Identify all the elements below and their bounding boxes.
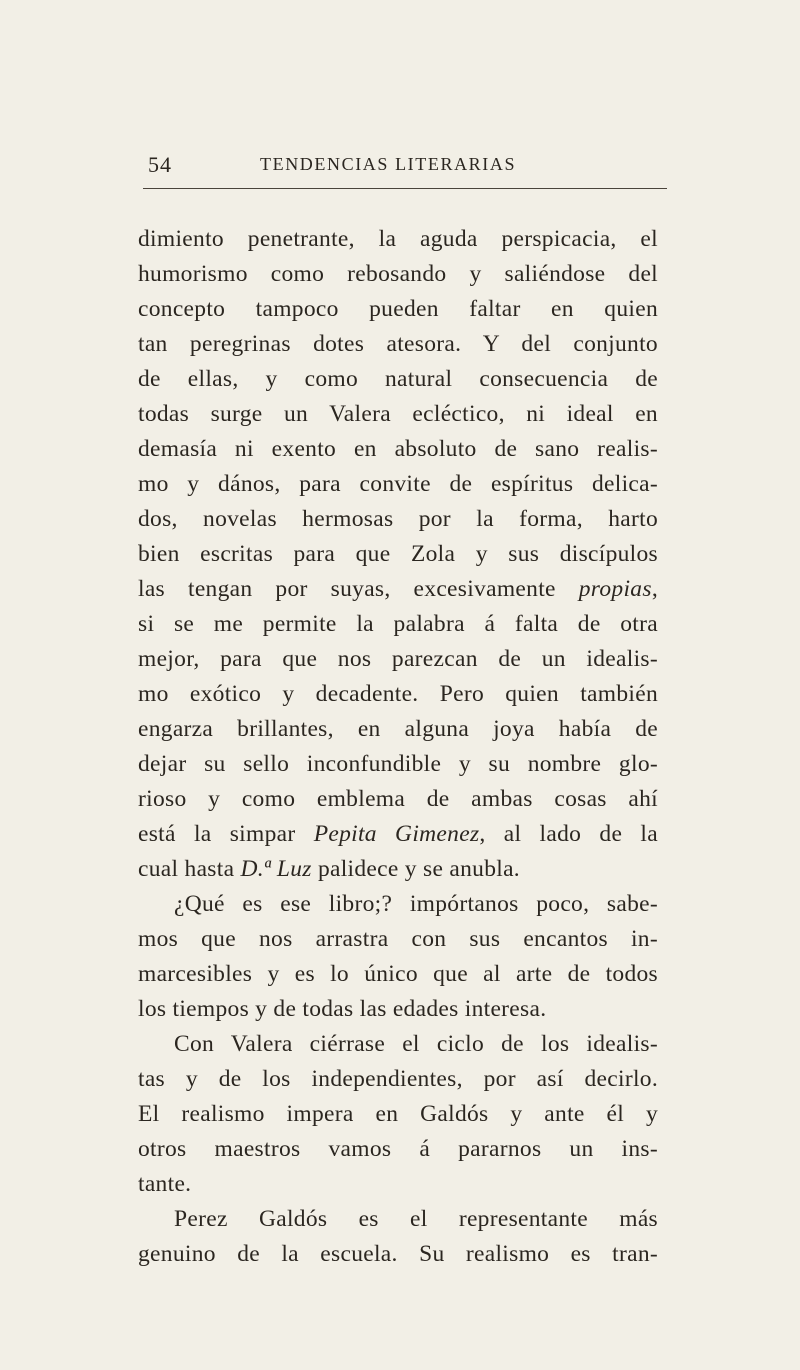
text-segment: las tengan por suyas, excesivamente xyxy=(138,576,579,602)
page-number: 54 xyxy=(148,152,172,177)
text-line: bien escritas para que Zola y sus discípulos xyxy=(138,541,658,567)
text-line: tas y de los independientes, por así decirlo. xyxy=(138,1066,658,1092)
text-line: dimiento penetrante, la aguda perspicacia, el xyxy=(138,226,658,252)
text-line: dejar su sello inconfundible y su nombre glo- xyxy=(138,751,658,777)
text-line: otros maestros vamos á pararnos un ins- xyxy=(138,1136,658,1162)
text-segment: palidece y se anubla. xyxy=(311,856,520,882)
text-line: mejor, para que nos parezcan de un idealis- xyxy=(138,646,658,672)
text-line: los tiempos y de todas las edades interesa. xyxy=(138,996,547,1022)
text-segment: , al lado de la xyxy=(479,821,658,847)
header-rule xyxy=(143,188,667,189)
text-segment: , xyxy=(651,576,658,602)
text-segment: está la simpar xyxy=(138,821,314,847)
italic-title: propias xyxy=(578,576,652,602)
text-line: ¿Qué es ese libro;? impórtanos poco, sabe- xyxy=(174,891,658,917)
italic-title: D.ª Luz xyxy=(240,856,312,882)
text-line: concepto tampoco pueden faltar en quien xyxy=(138,296,658,322)
running-title: TENDENCIAS LITERARIAS xyxy=(260,154,517,174)
text-line: marcesibles y es lo único que al arte de todos xyxy=(138,961,658,987)
text-line: mo exótico y decadente. Pero quien también xyxy=(138,681,658,707)
italic-title: Pepita Gimenez xyxy=(313,821,480,847)
text-line: todas surge un Valera ecléctico, ni ideal en xyxy=(138,401,658,427)
body-text xyxy=(138,222,658,1272)
text-line: de ellas, y como natural consecuencia de xyxy=(138,366,658,392)
text-line: si se me permite la palabra á falta de otra xyxy=(138,611,658,637)
text-line: mos que nos arrastra con sus encantos in- xyxy=(138,926,658,952)
text-line xyxy=(138,817,658,852)
text-line: dos, novelas hermosas por la forma, harto xyxy=(138,506,658,532)
text-line: tante. xyxy=(138,1171,192,1197)
text-line: El realismo impera en Galdós y ante él y xyxy=(138,1101,658,1127)
text-line: rioso y como emblema de ambas cosas ahí xyxy=(138,786,658,812)
text-line: demasía ni exento en absoluto de sano realis- xyxy=(138,436,658,462)
text-line: mo y dános, para convite de espíritus delica- xyxy=(138,471,658,497)
text-line: genuino de la escuela. Su realismo es tran- xyxy=(138,1241,658,1267)
text-line: Con Valera ciérrase el ciclo de los idealis- xyxy=(174,1031,658,1057)
text-line xyxy=(138,852,658,887)
text-line: engarza brillantes, en alguna joya había de xyxy=(138,716,658,742)
running-head xyxy=(148,152,668,182)
text-line: tan peregrinas dotes atesora. Y del conjunto xyxy=(138,331,658,357)
text-segment: cual hasta xyxy=(138,856,241,882)
text-line xyxy=(138,572,658,607)
text-line: humorismo como rebosando y saliéndose del xyxy=(138,261,658,287)
text-line: Perez Galdós es el representante más xyxy=(174,1206,658,1232)
